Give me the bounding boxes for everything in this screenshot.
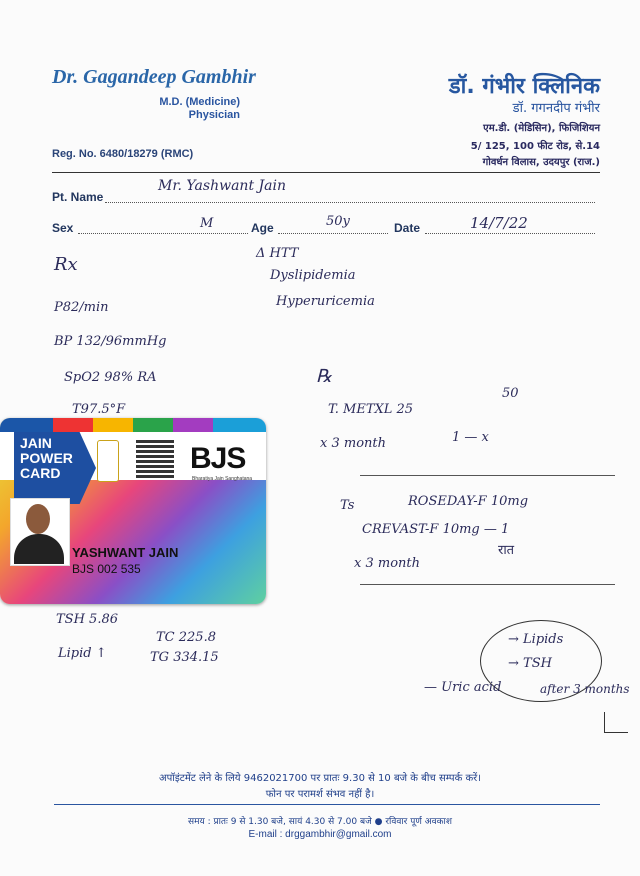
date-label: Date [394,221,421,235]
medicine-2-prefix: Ts [340,498,355,513]
medicine-2-duration: x 3 month [354,556,420,571]
followup-uric-acid: — Uric acid [424,680,502,695]
rx-divider [360,475,615,476]
lab-tc: TC 225.8 [156,630,216,645]
medicine-2: ROSEDAY-F 10mg [408,494,529,509]
medicine-1-dose: 50 [502,386,519,401]
lab-tsh: TSH 5.86 [56,612,118,627]
doctor-name: Dr. Gagandeep Gambhir [52,66,256,88]
jain-power-card [0,418,266,604]
diagnosis-3: Hyperuricemia [276,294,375,309]
doctor-role: Physician [188,109,240,121]
header-divider [52,172,600,173]
card-brand-text [20,436,73,481]
rx-mark: Rx [54,254,78,275]
qualification-hindi: एम.डी. (मेडिसिन), फिजिशियन [483,123,600,134]
card-holder-name: YASHWANT JAIN [72,545,179,560]
sex-value: M [200,216,214,231]
pen-stroke [604,712,605,732]
card-org-sub: Bharatiya Jain Sanghatana [192,476,253,482]
phone-line: फोन पर परामर्श संभव नहीं है। [265,789,375,800]
address-hindi-1: 5/ 125, 100 फीट रोड, से.14 [470,141,600,152]
sex-line [78,232,248,234]
vital-bp: BP 132/96mmHg [54,334,167,349]
lab-tg: TG 334.15 [150,650,219,665]
jain-emblem-icon [97,440,119,482]
patient-name-label: Pt. Name [52,190,104,204]
clinic-name-hindi: डॉ. गंभीर क्लिनिक [448,74,600,99]
doctor-name-hindi: डॉ. गगनदीप गंभीर [512,101,600,116]
diagnosis-1: Δ HTT [256,246,299,261]
card-brand-line-1: JAIN [20,435,52,451]
card-brand-line-3: CARD [20,465,61,481]
age-value: 50y [326,214,350,229]
date-value: 14/7/22 [470,214,528,232]
medicine-1-frequency: 1 — x [452,430,489,445]
address-hindi-2: गोवर्धन विलास, उदयपुर (राज.) [482,157,600,168]
medicine-1-duration: x 3 month [320,436,386,451]
lab-lipid: Lipid ↑ [58,646,107,661]
date-line [425,232,595,234]
followup-timing: after 3 months [540,682,630,696]
doctor-qualification: M.D. (Medicine) [159,96,240,108]
age-label: Age [251,221,274,235]
footer-divider [54,804,600,805]
patient-name-value: Mr. Yashwant Jain [158,178,286,194]
card-org-logo: BJS [190,442,246,475]
appointment-line: अपॉइंटमेंट लेने के लिये 9462021700 पर प्रातः 9.30 से 10 बजे के बीच सम्पर्क करें। [158,773,482,784]
followup-lipids: → Lipids [508,632,564,647]
medicine-1: T. METXL 25 [328,402,414,417]
sex-label: Sex [52,221,74,235]
vital-temp: T97.5°F [72,402,126,417]
diagnosis-2: Dyslipidemia [270,268,356,283]
card-stripe [0,418,266,432]
vital-pulse: P82/min [54,300,109,315]
medicine-3: CREVAST-F 10mg — 1 [362,522,510,537]
card-brand-line-2: POWER [20,450,73,466]
qr-code-icon [136,440,174,478]
email-line: E-mail : drggambhir@gmail.com [248,829,392,840]
holder-photo-head [26,504,50,534]
rx-divider-2 [360,584,615,585]
medicine-3-time: रात [498,543,515,558]
vital-spo2: SpO2 98% RA [64,370,157,385]
age-line [278,232,388,234]
pen-stroke-2 [604,732,628,733]
patient-name-line [105,201,595,203]
timing-line: समय : प्रातः 9 से 1.30 बजे, सायं 4.30 से 7.00 बजे ● रविवार पूर्ण अवकाश [188,817,452,827]
rx-symbol: ℞ [316,366,333,387]
followup-tsh: → TSH [508,656,552,671]
registration-number: Reg. No. 6480/18279 (RMC) [52,148,194,160]
card-holder-id: BJS 002 535 [72,562,141,576]
